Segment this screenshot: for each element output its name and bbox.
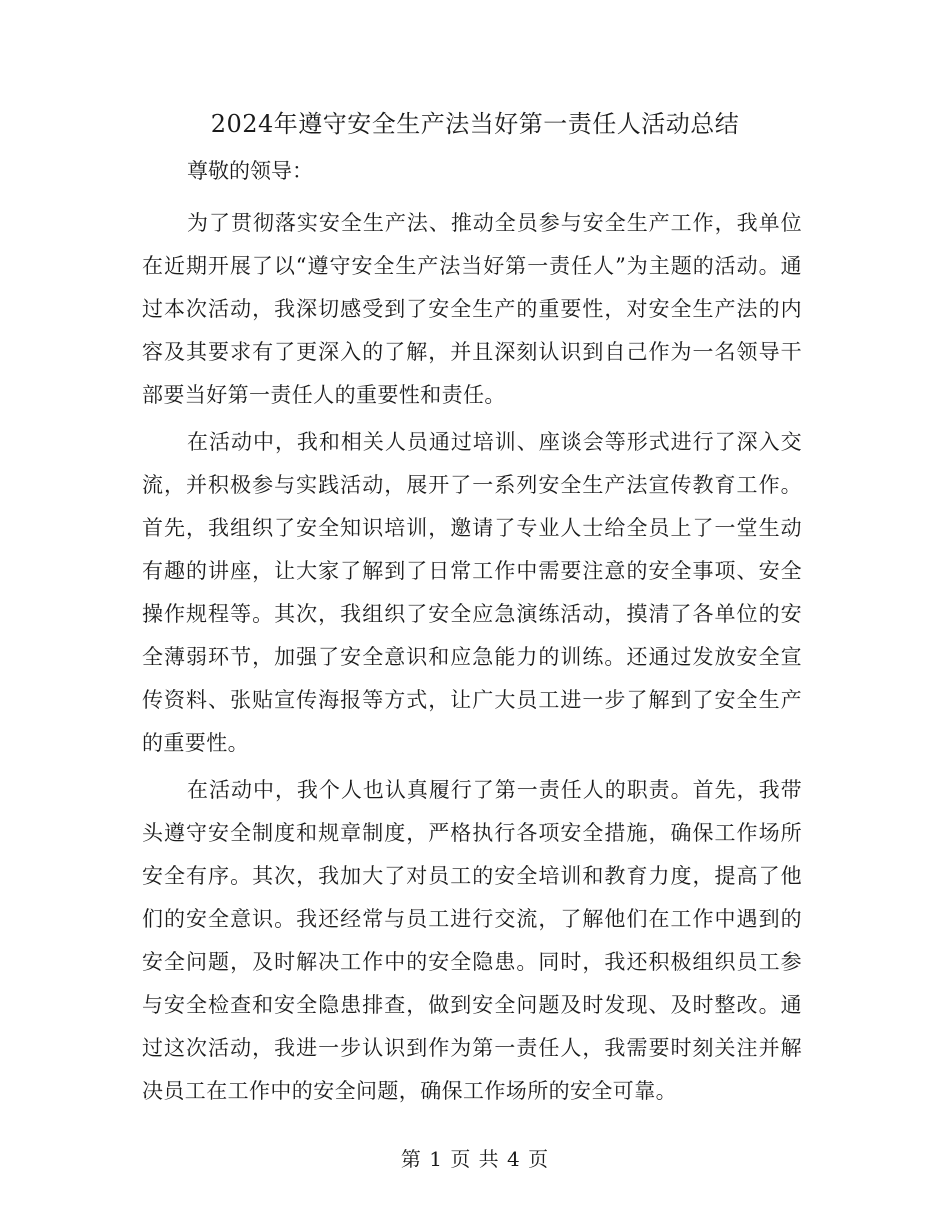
page-number-indicator: 第 1 页 共 4 页	[400, 1147, 550, 1171]
paragraph-1: 为了贯彻落实安全生产法、推动全员参与安全生产工作，我单位在近期开展了以“遵守安全生产法当好第一责任人”为主题的活动。通过本次活动，我深切感受到了安全生产的重要性，对安全生产法的内容及其要求有了更深入的了解，并且深刻认识到自己作为一名领导干部要当好第一责任人的重要性和责任。	[142, 211, 802, 407]
salutation: 尊敬的领导：	[187, 159, 313, 183]
page-footer	[0, 1144, 950, 1174]
document-body	[142, 149, 802, 1113]
paragraph-3: 在活动中，我个人也认真履行了第一责任人的职责。首先，我带头遵守安全制度和规章制度，严格执行各项安全措施，确保工作场所安全有序。其次，我加大了对员工的安全培训和教育力度，提高了他们的安全意识。我还经常与员工进行交流，了解他们在工作中遇到的安全问题，及时解决工作中的安全隐患。同时，我还积极组织员工参与安全检查和安全隐患排查，做到安全问题及时发现、及时整改。通过这次活动，我进一步认识到作为第一责任人，我需要时刻关注并解决员工在工作中的安全问题，确保工作场所的安全可靠。	[142, 778, 802, 1103]
document-title: 2024年遵守安全生产法当好第一责任人活动总结	[210, 110, 740, 138]
paragraph-2: 在活动中，我和相关人员通过培训、座谈会等形式进行了深入交流，并积极参与实践活动，展开了一系列安全生产法宣传教育工作。首先，我组织了安全知识培训，邀请了专业人士给全员上了一堂生动有趣的讲座，让大家了解到了日常工作中需要注意的安全事项、安全操作规程等。其次，我组织了安全应急演练活动，摸清了各单位的安全薄弱环节，加强了安全意识和应急能力的训练。还通过发放安全宣传资料、张贴宣传海报等方式，让广大员工进一步了解到了安全生产的重要性。	[142, 430, 802, 755]
